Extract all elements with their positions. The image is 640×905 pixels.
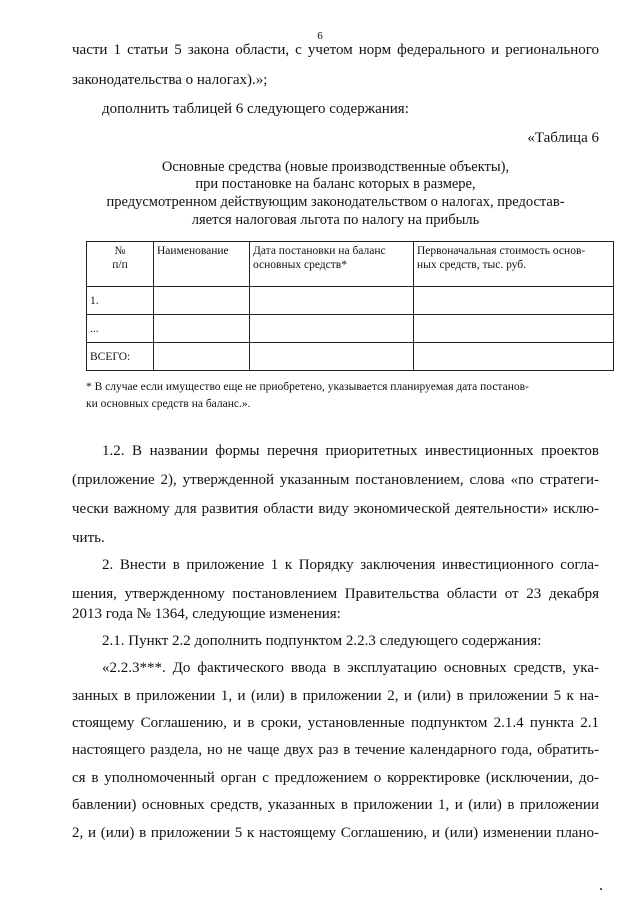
header-cell-number: № п/п <box>87 242 154 287</box>
table-row <box>87 315 614 343</box>
body-line: занных в приложении 1, и (или) в приложении 2, и (или) в приложении 5 к на- <box>72 688 599 704</box>
footnote-line-1: * В случае если имущество еще не приобретено, указывается планируемая дата постанов- <box>86 381 529 393</box>
body-line: 2. Внести в приложение 1 к Порядку заключения инвестиционного согла- <box>102 557 599 573</box>
body-line: чить. <box>72 530 105 546</box>
table-cell <box>250 315 414 343</box>
body-line: чески важному для развития области виду экономической деятельности» исклю- <box>72 501 599 517</box>
table-cell <box>414 343 614 371</box>
intro-line-1: части 1 статьи 5 закона области, с учетом норм федерального и регионального <box>72 42 599 58</box>
table-caption-line-3: предусмотренном действующим законодательством о налогах, предостав- <box>106 194 565 210</box>
table-cell: 1. <box>87 287 154 315</box>
assets-table <box>86 241 614 371</box>
body-line: настоящего раздела, но не чаще двух раз в течение календарного года, обратить- <box>72 742 599 758</box>
table-cell: ... <box>87 315 154 343</box>
body-line: 2.1. Пункт 2.2 дополнить подпунктом 2.2.3 следующего содержания: <box>102 633 542 649</box>
body-line: «2.2.3***. До фактического ввода в эксплуатацию основных средств, ука- <box>102 660 599 676</box>
table-caption-line-1: Основные средства (новые производственные объекты), <box>161 159 510 175</box>
table-label: «Таблица 6 <box>527 130 599 146</box>
body-line: 1.2. В названии формы перечня приоритетных инвестиционных проектов <box>102 443 599 459</box>
table-cell <box>154 343 250 371</box>
table-caption-line-4: ляется налоговая льгота по налогу на прибыль <box>191 212 480 228</box>
header-cell-date: Дата постановки на баланс основных средств* <box>250 242 414 287</box>
table-cell <box>154 287 250 315</box>
body-line: (приложение 2), утвержденной указанным постановлением, слова «по стратеги- <box>72 472 599 488</box>
scan-mark <box>600 888 602 890</box>
body-line: стоящему Соглашению, и в сроки, установленные подпунктом 2.1.4 пункта 2.1 <box>72 715 599 731</box>
table-row <box>87 287 614 315</box>
body-line: шения, утвержденному постановлением Правительства области от 23 декабря <box>72 586 599 602</box>
intro-line-2: законодательства о налогах).»; <box>72 72 268 88</box>
table-cell <box>414 287 614 315</box>
table-caption-line-2: при постановке на баланс которых в размере, <box>195 176 476 192</box>
body-line: 2013 года № 1364, следующие изменения: <box>72 606 341 622</box>
footnote-line-2: ки основных средств на баланс.». <box>86 398 251 410</box>
table-row <box>87 343 614 371</box>
table-cell <box>414 315 614 343</box>
body-line: бавлении) основных средств, указанных в приложении 1, и (или) в приложении <box>72 797 599 813</box>
table-cell <box>154 315 250 343</box>
page-number: 6 <box>317 30 323 42</box>
table-cell <box>250 343 414 371</box>
table-header-row <box>87 242 614 287</box>
table-cell: ВСЕГО: <box>87 343 154 371</box>
header-cell-cost: Первоначальная стоимость основ- ных средств, тыс. руб. <box>414 242 614 287</box>
body-line: ся в уполномоченный орган с предложением о корректировке (исключении, до- <box>72 770 599 786</box>
body-line: 2, и (или) в приложении 5 к настоящему Соглашению, и (или) изменении плано- <box>72 825 599 841</box>
table-cell <box>250 287 414 315</box>
intro-line-3: дополнить таблицей 6 следующего содержания: <box>102 101 409 117</box>
header-cell-name: Наименование <box>154 242 250 287</box>
